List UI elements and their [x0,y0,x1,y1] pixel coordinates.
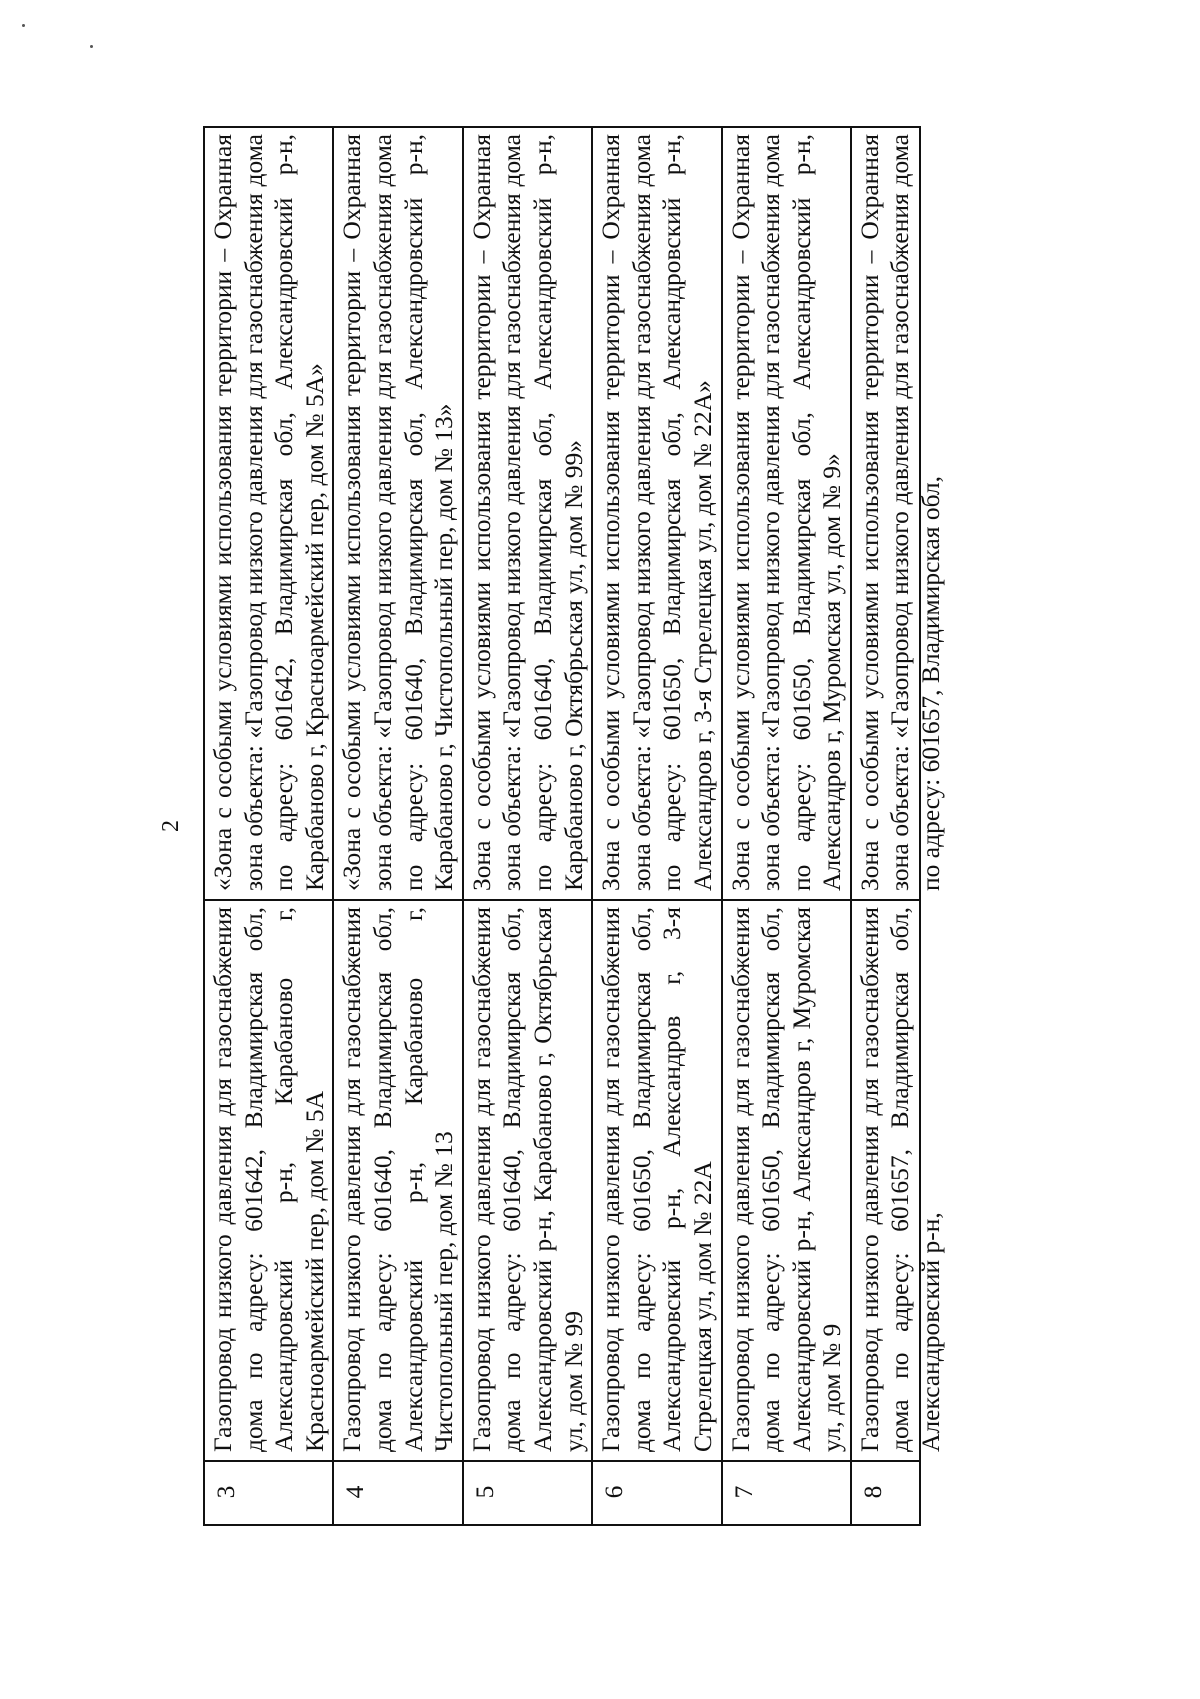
row-number: 3 [204,1461,333,1525]
protection-zones-table [203,126,946,1526]
zone-description-text: Зона с особыми условиями использования территории – Охранная зона объекта: «Газопровод низкого давления для газоснабжения дома по адресу: 601657, Владимирская обл, [854,134,946,891]
page-number: 2 [158,820,184,832]
object-description [851,900,946,1461]
table-row [463,127,592,1525]
object-description: Газопровод низкого давления для газоснабжения дома по адресу: 601650, Владимирская обл, Александровский р-н, Александров г, Муромская ул, дом № 9 [722,900,851,1461]
table-row [851,127,920,1525]
zone-description: Зона с особыми условиями использования территории – Охранная зона объекта: «Газопровод низкого давления для газоснабжения дома по адресу: 601640, Владимирская обл, Александровский р-н, Карабаново г, Октябрьская ул, дом № 99» [463,127,592,900]
table-row [333,127,462,1525]
object-description: Газопровод низкого давления для газоснабжения дома по адресу: 601650, Владимирская обл, Александровский р-н, Александров г, 3-я Стрелецкая ул, дом № 22А [592,900,721,1461]
object-description: Газопровод низкого давления для газоснабжения дома по адресу: 601640, Владимирская обл, Александровский р-н, Карабаново г, Чистопольный пер, дом № 13 [333,900,462,1461]
zone-description: «Зона с особыми условиями использования территории – Охранная зона объекта: «Газопровод низкого давления для газоснабжения дома по адресу: 601642, Владимирская обл, Александровский р-н, Карабаново г, Красноармейский пер, дом № 5А» [204,127,333,900]
zone-description [851,127,946,900]
object-description-text: Газопровод низкого давления для газоснабжения дома по адресу: 601657, Владимирская обл, Александровский р-н, [854,907,946,1452]
row-number: 8 [851,1461,920,1525]
rotated-document-page [141,126,1021,1526]
row-number: 6 [592,1461,721,1525]
zone-description: «Зона с особыми условиями использования территории – Охранная зона объекта: «Газопровод низкого давления для газоснабжения дома по адресу: 601640, Владимирская обл, Александровский р-н, Карабаново г, Чистопольный пер, дом № 13» [333,127,462,900]
scan-speck [90,45,93,48]
table-row [592,127,721,1525]
row-number: 5 [463,1461,592,1525]
object-description: Газопровод низкого давления для газоснабжения дома по адресу: 601640, Владимирская обл, Александровский р-н, Карабаново г, Октябрьская ул, дом № 99 [463,900,592,1461]
table-row [204,127,333,1525]
table-row [722,127,851,1525]
zone-description: Зона с особыми условиями использования территории – Охранная зона объекта: «Газопровод низкого давления для газоснабжения дома по адресу: 601650, Владимирская обл, Александровский р-н, Александров г, Муромская ул, дом № 9» [722,127,851,900]
zone-description: Зона с особыми условиями использования территории – Охранная зона объекта: «Газопровод низкого давления для газоснабжения дома по адресу: 601650, Владимирская обл, Александровский р-н, Александров г, 3-я Стрелецкая ул, дом № 22А» [592,127,721,900]
object-description: Газопровод низкого давления для газоснабжения дома по адресу: 601642, Владимирская обл, Александровский р-н, Карабаново г, Красноармейский пер, дом № 5А [204,900,333,1461]
row-number: 4 [333,1461,462,1525]
scan-speck [22,24,25,27]
row-number: 7 [722,1461,851,1525]
